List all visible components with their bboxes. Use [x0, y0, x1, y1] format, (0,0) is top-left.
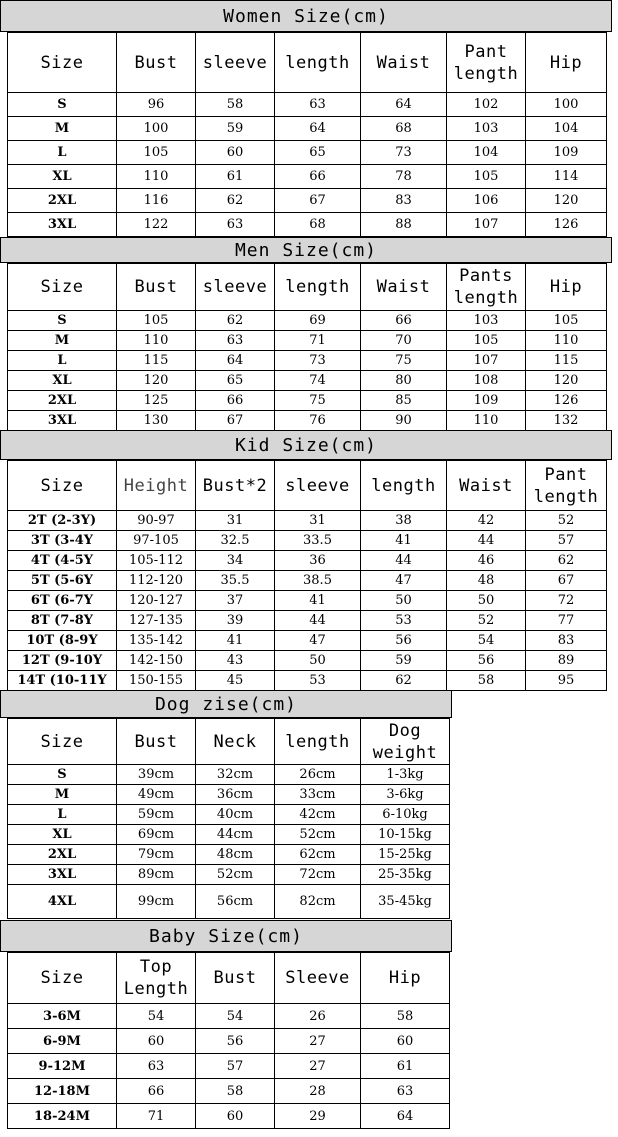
- men-table-row: [8, 391, 607, 411]
- kid-size-label: 12T (9-10Y: [8, 651, 117, 671]
- kid-value-cell: 150-155: [117, 671, 196, 691]
- kid-value-cell: 95: [526, 671, 607, 691]
- dog-size-label: S: [8, 765, 117, 785]
- men-value-cell: 103: [447, 311, 526, 331]
- kid-value-cell: 83: [526, 631, 607, 651]
- kid-value-cell: 45: [196, 671, 275, 691]
- kid-header-cell: Waist: [447, 461, 526, 511]
- dog-value-cell: 44cm: [196, 825, 275, 845]
- women-value-cell: 73: [361, 141, 447, 165]
- dog-header-cell: Bust: [117, 719, 196, 765]
- men-table-row: [8, 311, 607, 331]
- kid-table-row: [8, 631, 607, 651]
- kid-value-cell: 32.5: [196, 531, 275, 551]
- baby-value-cell: 71: [117, 1104, 196, 1129]
- baby-header-cell: Size: [8, 953, 117, 1004]
- dog-size-label: 3XL: [8, 865, 117, 885]
- dog-value-cell: 52cm: [196, 865, 275, 885]
- kid-value-cell: 62: [526, 551, 607, 571]
- women-value-cell: 104: [447, 141, 526, 165]
- men-size-label: XL: [8, 371, 117, 391]
- men-value-cell: 63: [196, 331, 275, 351]
- women-header-cell: Size: [8, 33, 117, 93]
- kid-header-cell: Size: [8, 461, 117, 511]
- women-table-row: [8, 117, 607, 141]
- women-value-cell: 83: [361, 189, 447, 213]
- dog-value-cell: 99cm: [117, 885, 196, 919]
- men-value-cell: 75: [361, 351, 447, 371]
- dog-table-row: [8, 805, 450, 825]
- kid-table-row: [8, 571, 607, 591]
- men-header-cell: Pants length: [447, 264, 526, 311]
- men-value-cell: 125: [117, 391, 196, 411]
- kid-value-cell: 34: [196, 551, 275, 571]
- women-value-cell: 68: [361, 117, 447, 141]
- dog-value-cell: 42cm: [275, 805, 361, 825]
- kid-size-table: [7, 460, 607, 691]
- men-value-cell: 132: [526, 411, 607, 431]
- kid-header-cell: Pant length: [526, 461, 607, 511]
- kid-value-cell: 112-120: [117, 571, 196, 591]
- women-header-cell: Hip: [526, 33, 607, 93]
- kid-header-cell: Height: [117, 461, 196, 511]
- women-header-cell: Pant length: [447, 33, 526, 93]
- men-size-table: [7, 263, 607, 431]
- men-value-cell: 65: [196, 371, 275, 391]
- men-value-cell: 105: [447, 331, 526, 351]
- kid-value-cell: 57: [526, 531, 607, 551]
- men-value-cell: 66: [361, 311, 447, 331]
- kid-value-cell: 38: [361, 511, 447, 531]
- dog-header-cell: Neck: [196, 719, 275, 765]
- women-value-cell: 88: [361, 213, 447, 237]
- dog-value-cell: 49cm: [117, 785, 196, 805]
- women-value-cell: 64: [275, 117, 361, 141]
- women-value-cell: 104: [526, 117, 607, 141]
- kid-value-cell: 90-97: [117, 511, 196, 531]
- women-size-label: 2XL: [8, 189, 117, 213]
- dog-size-label: M: [8, 785, 117, 805]
- men-value-cell: 75: [275, 391, 361, 411]
- men-header-cell: Waist: [361, 264, 447, 311]
- men-value-cell: 67: [196, 411, 275, 431]
- women-size-table: [7, 32, 607, 237]
- men-value-cell: 64: [196, 351, 275, 371]
- women-size-label: S: [8, 93, 117, 117]
- kid-value-cell: 44: [361, 551, 447, 571]
- men-value-cell: 107: [447, 351, 526, 371]
- women-value-cell: 59: [196, 117, 275, 141]
- dog-header-cell: length: [275, 719, 361, 765]
- dog-table-row: [8, 785, 450, 805]
- women-value-cell: 126: [526, 213, 607, 237]
- kid-header-cell: Bust*2: [196, 461, 275, 511]
- baby-size-title: Baby Size(cm): [0, 920, 452, 952]
- baby-value-cell: 27: [275, 1054, 361, 1079]
- kid-value-cell: 43: [196, 651, 275, 671]
- men-value-cell: 80: [361, 371, 447, 391]
- kid-table-row: [8, 671, 607, 691]
- baby-table-row: [8, 1054, 450, 1079]
- baby-value-cell: 63: [117, 1054, 196, 1079]
- baby-value-cell: 64: [361, 1104, 450, 1129]
- kid-size-label: 6T (6-7Y: [8, 591, 117, 611]
- kid-value-cell: 50: [275, 651, 361, 671]
- kid-value-cell: 77: [526, 611, 607, 631]
- kid-value-cell: 142-150: [117, 651, 196, 671]
- baby-value-cell: 58: [196, 1079, 275, 1104]
- men-size-title: Men Size(cm): [0, 237, 612, 263]
- baby-value-cell: 61: [361, 1054, 450, 1079]
- men-value-cell: 120: [526, 371, 607, 391]
- kid-value-cell: 52: [447, 611, 526, 631]
- kid-header-cell: length: [361, 461, 447, 511]
- baby-size-table: [7, 952, 450, 1129]
- women-value-cell: 64: [361, 93, 447, 117]
- men-size-label: 2XL: [8, 391, 117, 411]
- women-value-cell: 78: [361, 165, 447, 189]
- dog-size-label: 4XL: [8, 885, 117, 919]
- women-value-cell: 60: [196, 141, 275, 165]
- women-value-cell: 105: [447, 165, 526, 189]
- women-table-row: [8, 93, 607, 117]
- kid-size-label: 2T (2-3Y): [8, 511, 117, 531]
- men-value-cell: 76: [275, 411, 361, 431]
- men-table-row: [8, 331, 607, 351]
- dog-size-table: [7, 718, 450, 919]
- dog-table-row: [8, 885, 450, 919]
- baby-table-row: [8, 1004, 450, 1029]
- men-value-cell: 109: [447, 391, 526, 411]
- women-header-cell: Bust: [117, 33, 196, 93]
- kid-value-cell: 59: [361, 651, 447, 671]
- men-size-label: S: [8, 311, 117, 331]
- kid-value-cell: 47: [361, 571, 447, 591]
- men-value-cell: 69: [275, 311, 361, 331]
- dog-value-cell: 52cm: [275, 825, 361, 845]
- kid-size-label: 4T (4-5Y: [8, 551, 117, 571]
- women-header-cell: Waist: [361, 33, 447, 93]
- men-value-cell: 66: [196, 391, 275, 411]
- kid-value-cell: 67: [526, 571, 607, 591]
- baby-value-cell: 60: [196, 1104, 275, 1129]
- kid-value-cell: 120-127: [117, 591, 196, 611]
- baby-value-cell: 66: [117, 1079, 196, 1104]
- kid-value-cell: 41: [275, 591, 361, 611]
- baby-value-cell: 54: [196, 1004, 275, 1029]
- women-header-cell: length: [275, 33, 361, 93]
- women-value-cell: 109: [526, 141, 607, 165]
- kid-value-cell: 54: [447, 631, 526, 651]
- women-value-cell: 62: [196, 189, 275, 213]
- women-value-cell: 105: [117, 141, 196, 165]
- women-table-row: [8, 165, 607, 189]
- dog-value-cell: 56cm: [196, 885, 275, 919]
- women-value-cell: 122: [117, 213, 196, 237]
- kid-table-row: [8, 511, 607, 531]
- dog-value-cell: 39cm: [117, 765, 196, 785]
- baby-header-cell: Bust: [196, 953, 275, 1004]
- dog-value-cell: 3-6kg: [361, 785, 450, 805]
- kid-value-cell: 135-142: [117, 631, 196, 651]
- women-value-cell: 100: [526, 93, 607, 117]
- kid-value-cell: 37: [196, 591, 275, 611]
- baby-header-cell: Sleeve: [275, 953, 361, 1004]
- men-value-cell: 130: [117, 411, 196, 431]
- baby-table-row: [8, 1079, 450, 1104]
- kid-table-row: [8, 531, 607, 551]
- dog-value-cell: 33cm: [275, 785, 361, 805]
- women-table-row: [8, 141, 607, 165]
- baby-size-label: 6-9M: [8, 1029, 117, 1054]
- women-value-cell: 67: [275, 189, 361, 213]
- men-value-cell: 108: [447, 371, 526, 391]
- men-header-cell: length: [275, 264, 361, 311]
- dog-value-cell: 35-45kg: [361, 885, 450, 919]
- men-value-cell: 105: [117, 311, 196, 331]
- women-size-label: L: [8, 141, 117, 165]
- dog-value-cell: 36cm: [196, 785, 275, 805]
- dog-table-row: [8, 765, 450, 785]
- kid-value-cell: 39: [196, 611, 275, 631]
- kid-value-cell: 105-112: [117, 551, 196, 571]
- women-value-cell: 120: [526, 189, 607, 213]
- dog-value-cell: 6-10kg: [361, 805, 450, 825]
- dog-value-cell: 15-25kg: [361, 845, 450, 865]
- kid-value-cell: 47: [275, 631, 361, 651]
- kid-value-cell: 56: [361, 631, 447, 651]
- baby-value-cell: 58: [361, 1004, 450, 1029]
- baby-value-cell: 56: [196, 1029, 275, 1054]
- men-table-row: [8, 411, 607, 431]
- kid-value-cell: 62: [361, 671, 447, 691]
- baby-value-cell: 27: [275, 1029, 361, 1054]
- men-value-cell: 73: [275, 351, 361, 371]
- baby-value-cell: 29: [275, 1104, 361, 1129]
- dog-value-cell: 32cm: [196, 765, 275, 785]
- dog-value-cell: 59cm: [117, 805, 196, 825]
- kid-value-cell: 56: [447, 651, 526, 671]
- men-value-cell: 126: [526, 391, 607, 411]
- kid-value-cell: 44: [447, 531, 526, 551]
- dog-size-label: L: [8, 805, 117, 825]
- men-size-label: L: [8, 351, 117, 371]
- kid-table-row: [8, 551, 607, 571]
- kid-value-cell: 50: [361, 591, 447, 611]
- kid-value-cell: 35.5: [196, 571, 275, 591]
- kid-size-title: Kid Size(cm): [0, 430, 612, 460]
- women-size-title: Women Size(cm): [0, 0, 612, 32]
- women-size-label: M: [8, 117, 117, 141]
- baby-size-label: 18-24M: [8, 1104, 117, 1129]
- dog-value-cell: 1-3kg: [361, 765, 450, 785]
- dog-value-cell: 40cm: [196, 805, 275, 825]
- dog-table-row: [8, 825, 450, 845]
- men-value-cell: 74: [275, 371, 361, 391]
- kid-value-cell: 33.5: [275, 531, 361, 551]
- kid-value-cell: 41: [361, 531, 447, 551]
- men-table-row: [8, 351, 607, 371]
- kid-value-cell: 97-105: [117, 531, 196, 551]
- kid-value-cell: 53: [275, 671, 361, 691]
- dog-value-cell: 10-15kg: [361, 825, 450, 845]
- women-value-cell: 106: [447, 189, 526, 213]
- men-size-label: M: [8, 331, 117, 351]
- women-header-cell: sleeve: [196, 33, 275, 93]
- dog-value-cell: 62cm: [275, 845, 361, 865]
- baby-size-label: 9-12M: [8, 1054, 117, 1079]
- men-header-cell: Hip: [526, 264, 607, 311]
- kid-value-cell: 52: [526, 511, 607, 531]
- kid-value-cell: 58: [447, 671, 526, 691]
- dog-table-row: [8, 845, 450, 865]
- kid-value-cell: 46: [447, 551, 526, 571]
- women-value-cell: 63: [196, 213, 275, 237]
- baby-header-cell: Top Length: [117, 953, 196, 1004]
- men-value-cell: 110: [526, 331, 607, 351]
- men-value-cell: 110: [447, 411, 526, 431]
- men-header-cell: Size: [8, 264, 117, 311]
- men-table-row: [8, 371, 607, 391]
- men-value-cell: 90: [361, 411, 447, 431]
- baby-value-cell: 26: [275, 1004, 361, 1029]
- kid-size-label: 14T (10-11Y: [8, 671, 117, 691]
- women-size-label: 3XL: [8, 213, 117, 237]
- kid-header-cell: sleeve: [275, 461, 361, 511]
- women-value-cell: 58: [196, 93, 275, 117]
- kid-value-cell: 89: [526, 651, 607, 671]
- kid-value-cell: 31: [275, 511, 361, 531]
- baby-size-label: 12-18M: [8, 1079, 117, 1104]
- kid-table-row: [8, 591, 607, 611]
- dog-value-cell: 25-35kg: [361, 865, 450, 885]
- men-value-cell: 120: [117, 371, 196, 391]
- men-header-cell: Bust: [117, 264, 196, 311]
- baby-value-cell: 60: [361, 1029, 450, 1054]
- women-value-cell: 100: [117, 117, 196, 141]
- men-value-cell: 115: [117, 351, 196, 371]
- women-value-cell: 103: [447, 117, 526, 141]
- women-value-cell: 107: [447, 213, 526, 237]
- women-value-cell: 63: [275, 93, 361, 117]
- kid-size-label: 8T (7-8Y: [8, 611, 117, 631]
- kid-value-cell: 31: [196, 511, 275, 531]
- baby-value-cell: 63: [361, 1079, 450, 1104]
- kid-size-label: 3T (3-4Y: [8, 531, 117, 551]
- kid-table-row: [8, 651, 607, 671]
- dog-size-title: Dog zise(cm): [0, 690, 452, 718]
- dog-value-cell: 79cm: [117, 845, 196, 865]
- men-header-cell: sleeve: [196, 264, 275, 311]
- men-value-cell: 85: [361, 391, 447, 411]
- kid-value-cell: 42: [447, 511, 526, 531]
- women-value-cell: 65: [275, 141, 361, 165]
- kid-value-cell: 50: [447, 591, 526, 611]
- men-value-cell: 115: [526, 351, 607, 371]
- men-value-cell: 71: [275, 331, 361, 351]
- women-value-cell: 96: [117, 93, 196, 117]
- women-value-cell: 61: [196, 165, 275, 189]
- women-value-cell: 116: [117, 189, 196, 213]
- kid-value-cell: 72: [526, 591, 607, 611]
- women-table-row: [8, 189, 607, 213]
- baby-value-cell: 28: [275, 1079, 361, 1104]
- kid-value-cell: 44: [275, 611, 361, 631]
- kid-value-cell: 38.5: [275, 571, 361, 591]
- men-value-cell: 62: [196, 311, 275, 331]
- dog-size-label: 2XL: [8, 845, 117, 865]
- dog-value-cell: 82cm: [275, 885, 361, 919]
- men-size-label: 3XL: [8, 411, 117, 431]
- dog-size-label: XL: [8, 825, 117, 845]
- men-value-cell: 105: [526, 311, 607, 331]
- women-value-cell: 68: [275, 213, 361, 237]
- baby-value-cell: 57: [196, 1054, 275, 1079]
- kid-value-cell: 36: [275, 551, 361, 571]
- dog-header-cell: Size: [8, 719, 117, 765]
- dog-value-cell: 48cm: [196, 845, 275, 865]
- women-value-cell: 114: [526, 165, 607, 189]
- baby-header-cell: Hip: [361, 953, 450, 1004]
- women-table-row: [8, 213, 607, 237]
- kid-value-cell: 53: [361, 611, 447, 631]
- men-value-cell: 110: [117, 331, 196, 351]
- dog-value-cell: 69cm: [117, 825, 196, 845]
- baby-value-cell: 60: [117, 1029, 196, 1054]
- baby-value-cell: 54: [117, 1004, 196, 1029]
- men-value-cell: 70: [361, 331, 447, 351]
- kid-value-cell: 41: [196, 631, 275, 651]
- kid-value-cell: 48: [447, 571, 526, 591]
- kid-table-row: [8, 611, 607, 631]
- women-value-cell: 102: [447, 93, 526, 117]
- dog-value-cell: 89cm: [117, 865, 196, 885]
- women-value-cell: 66: [275, 165, 361, 189]
- dog-header-cell: Dog weight: [361, 719, 450, 765]
- kid-size-label: 10T (8-9Y: [8, 631, 117, 651]
- baby-table-row: [8, 1029, 450, 1054]
- dog-table-row: [8, 865, 450, 885]
- kid-value-cell: 127-135: [117, 611, 196, 631]
- kid-size-label: 5T (5-6Y: [8, 571, 117, 591]
- dog-value-cell: 26cm: [275, 765, 361, 785]
- baby-table-row: [8, 1104, 450, 1129]
- women-size-label: XL: [8, 165, 117, 189]
- dog-value-cell: 72cm: [275, 865, 361, 885]
- women-value-cell: 110: [117, 165, 196, 189]
- baby-size-label: 3-6M: [8, 1004, 117, 1029]
